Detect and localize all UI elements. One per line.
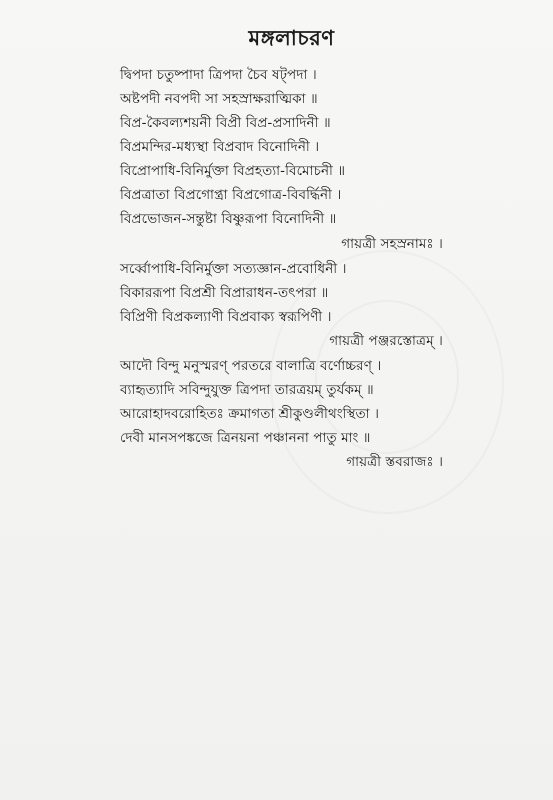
verse-line-10: বিপ্রিণী বিপ্রকল্যাণী বিপ্রবাক্য স্বরূপিণী । [120, 309, 332, 325]
verse-line-6: বিপ্রত্রাতা বিপ্রগোপ্ত্রা বিপ্রগোত্র-বিবর্দ্ধিনী । [120, 187, 342, 203]
verse-line-13: আরোহাদবরোহিতঃ ক্রমাগতা শ্রীকুণ্ডলীথংস্থিতা । [120, 406, 380, 422]
verse-line-1: দ্বিপদা চতুষ্পাদা ত্রিপদা চৈব ষট্পদা । [120, 67, 317, 83]
source-attribution-2: গায়ত্রী পঞ্জরস্তোত্রম্ । [329, 333, 443, 349]
verse-line-7: বিপ্রভোজন-সন্তুষ্টা বিষ্ণুরূপা বিনোদিনী ॥ [120, 211, 337, 227]
verse-line-11: আদৌ বিন্দু মনুস্মরণ্ পরতরে বালাত্রি বর্ণোচ্চরণ্ । [120, 358, 382, 374]
source-attribution-1: গায়ত্রী সহস্রনামঃ । [341, 236, 443, 252]
verse-line-3: বিপ্র-কৈবল্যশয়নী বিপ্রী বিপ্র-প্রসাদিনী ॥ [120, 115, 331, 131]
verse-line-5: বিপ্রোপাধি-বিনির্মুক্তা বিপ্রহত্যা-বিমোচনী ॥ [120, 163, 346, 179]
verse-line-2: অষ্টপদী নবপদী সা সহস্রাক্ষরাত্মিকা ॥ [120, 91, 318, 107]
verse-line-8: সর্ব্বোপাধি-বিনির্মুক্তা সত্যজ্ঞান-প্রবোধিনী । [120, 261, 347, 277]
verse-line-14: দেবী মানসপঙ্কজে ত্রিনয়না পঞ্চাননা পাতু মাং ॥ [120, 430, 371, 446]
verse-line-4: বিপ্রমন্দির-মধ্যস্থা বিপ্রবাদ বিনোদিনী । [120, 139, 320, 155]
source-attribution-3: গায়ত্রী স্তবরাজঃ । [346, 454, 443, 470]
verse-line-12: ব্যাহৃত্যাদি সবিন্দুযুক্ত ত্রিপদা তারত্রয়ম্ তুর্যকম্ ॥ [120, 382, 374, 398]
page-title: মঙ্গলাচরণ [248, 26, 335, 50]
verse-line-9: বিকাররূপা বিপ্রশ্রী বিপ্রারাধন-তৎপরা ॥ [120, 285, 329, 301]
